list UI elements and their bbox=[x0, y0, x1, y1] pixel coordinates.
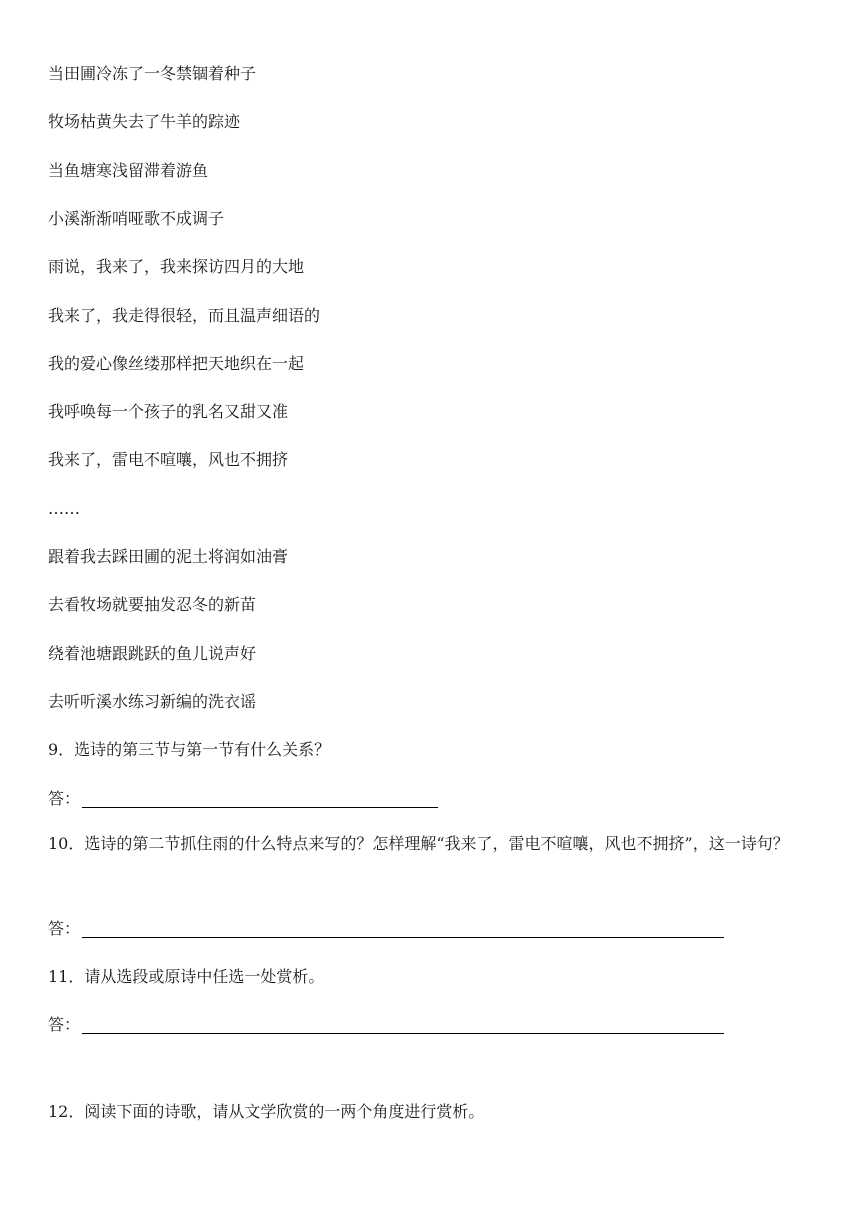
question-11: 11．请从选段或原诗中任选一处赏析。 bbox=[48, 967, 325, 986]
question-12: 12．阅读下面的诗歌，请从文学欣赏的一两个角度进行赏析。 bbox=[48, 1102, 485, 1121]
answer-line bbox=[82, 1033, 724, 1034]
poem-line: 当鱼塘寒浅留滞着游鱼 bbox=[48, 161, 209, 180]
answer-9[interactable] bbox=[48, 789, 440, 813]
question-10: 10．选诗的第二节抓住雨的什么特点来写的？怎样理解“我来了，雷电不喧嚷，风也不拥挤”，这一诗句？ bbox=[48, 834, 789, 853]
answer-line bbox=[82, 937, 724, 938]
poem-line: 我来了，雷电不喧嚷，风也不拥挤 bbox=[48, 450, 289, 469]
poem-line: 小溪渐渐哨哑歌不成调子 bbox=[48, 209, 225, 228]
poem-line: 去听听溪水练习新编的洗衣谣 bbox=[48, 692, 257, 711]
poem-line: 我来了，我走得很轻，而且温声细语的 bbox=[48, 306, 321, 325]
poem-line: 去看牧场就要抽发忍冬的新苗 bbox=[48, 595, 257, 614]
poem-line: 我的爱心像丝缕那样把天地织在一起 bbox=[48, 354, 305, 373]
poem-line: 绕着池塘跟跳跃的鱼儿说声好 bbox=[48, 644, 257, 663]
poem-line: 雨说，我来了，我来探访四月的大地 bbox=[48, 257, 305, 276]
answer-line bbox=[82, 807, 438, 808]
answer-10[interactable] bbox=[48, 919, 728, 943]
poem-line: 当田圃冷冻了一冬禁锢着种子 bbox=[48, 64, 257, 83]
answer-label: 答： bbox=[48, 1015, 81, 1034]
poem-line: 跟着我去踩田圃的泥土将润如油膏 bbox=[48, 547, 289, 566]
answer-11[interactable] bbox=[48, 1015, 728, 1039]
poem-ellipsis: …… bbox=[48, 499, 80, 518]
answer-label: 答： bbox=[48, 919, 81, 938]
poem-line: 我呼唤每一个孩子的乳名又甜又准 bbox=[48, 402, 289, 421]
poem-line: 牧场枯黄失去了牛羊的踪迹 bbox=[48, 112, 241, 131]
answer-label: 答： bbox=[48, 789, 81, 808]
question-9: 9．选诗的第三节与第一节有什么关系？ bbox=[48, 740, 331, 759]
